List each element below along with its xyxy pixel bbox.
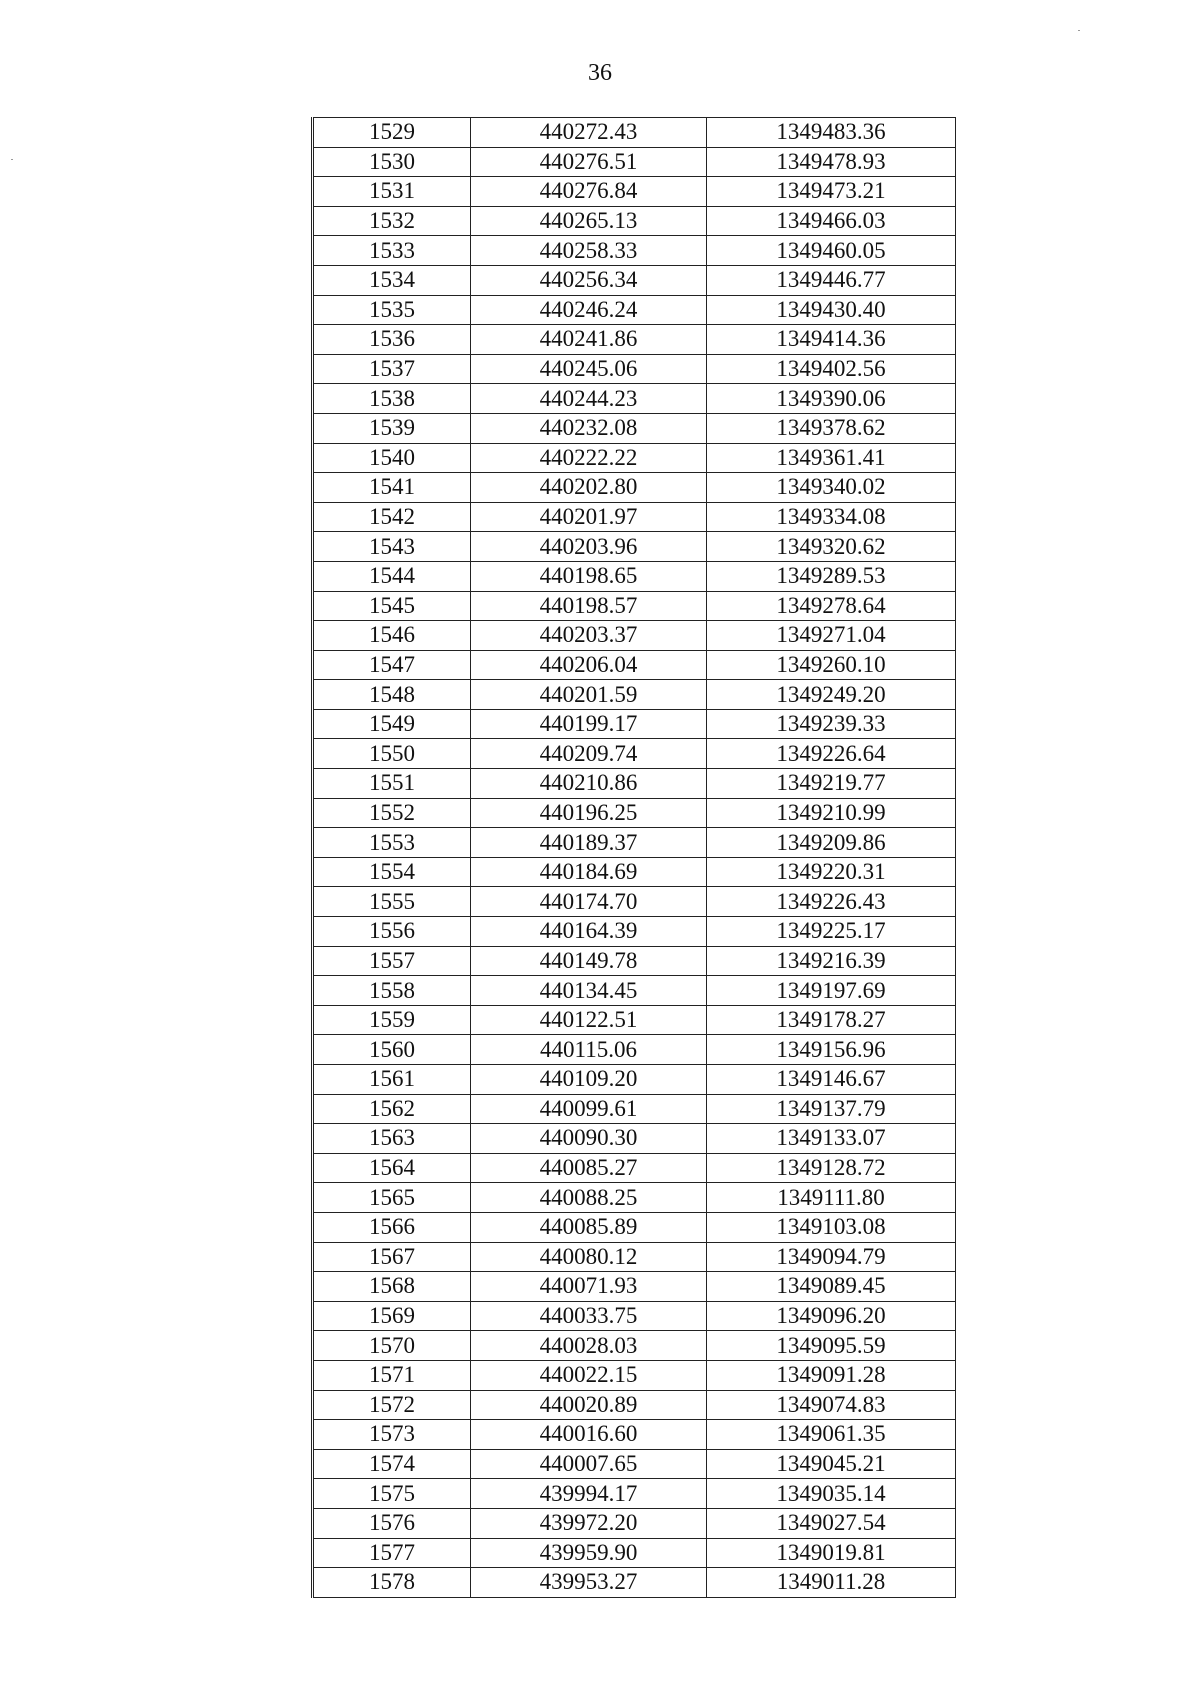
point-number-cell: 1571 (313, 1360, 471, 1390)
table-body (313, 118, 956, 1598)
point-number-cell: 1563 (313, 1124, 471, 1154)
point-number-cell: 1532 (313, 206, 471, 236)
point-number-cell: 1574 (313, 1449, 471, 1479)
y-coordinate-cell: 1349045.21 (707, 1449, 956, 1479)
point-number-cell: 1577 (313, 1538, 471, 1568)
y-coordinate-cell: 1349226.43 (707, 887, 956, 917)
point-number-cell: 1531 (313, 177, 471, 207)
x-coordinate-cell: 440222.22 (471, 443, 707, 473)
y-coordinate-cell: 1349111.80 (707, 1183, 956, 1213)
table-row (313, 1390, 956, 1420)
point-number-cell: 1566 (313, 1212, 471, 1242)
y-coordinate-cell: 1349446.77 (707, 265, 956, 295)
point-number-cell: 1542 (313, 502, 471, 532)
table-row (313, 1360, 956, 1390)
x-coordinate-cell: 440258.33 (471, 236, 707, 266)
y-coordinate-cell: 1349271.04 (707, 621, 956, 651)
x-coordinate-cell: 440028.03 (471, 1331, 707, 1361)
y-coordinate-cell: 1349133.07 (707, 1124, 956, 1154)
point-number-cell: 1569 (313, 1301, 471, 1331)
x-coordinate-cell: 440090.30 (471, 1124, 707, 1154)
table-row (313, 561, 956, 591)
y-coordinate-cell: 1349334.08 (707, 502, 956, 532)
x-coordinate-cell: 440174.70 (471, 887, 707, 917)
point-number-cell: 1576 (313, 1508, 471, 1538)
point-number-cell: 1567 (313, 1242, 471, 1272)
table-row (313, 739, 956, 769)
y-coordinate-cell: 1349146.67 (707, 1065, 956, 1095)
x-coordinate-cell: 440246.24 (471, 295, 707, 325)
point-number-cell: 1534 (313, 265, 471, 295)
table-row (313, 532, 956, 562)
table-row (313, 1242, 956, 1272)
table-row (313, 354, 956, 384)
table-row (313, 1272, 956, 1302)
y-coordinate-cell: 1349216.39 (707, 946, 956, 976)
point-number-cell: 1546 (313, 621, 471, 651)
y-coordinate-cell: 1349220.31 (707, 857, 956, 887)
x-coordinate-cell: 440022.15 (471, 1360, 707, 1390)
point-number-cell: 1533 (313, 236, 471, 266)
table-row (313, 591, 956, 621)
x-coordinate-cell: 440206.04 (471, 650, 707, 680)
y-coordinate-cell: 1349137.79 (707, 1094, 956, 1124)
x-coordinate-cell: 440201.59 (471, 680, 707, 710)
x-coordinate-cell: 439953.27 (471, 1568, 707, 1598)
x-coordinate-cell: 440080.12 (471, 1242, 707, 1272)
x-coordinate-cell: 440199.17 (471, 709, 707, 739)
table-row (313, 1301, 956, 1331)
point-number-cell: 1550 (313, 739, 471, 769)
x-coordinate-cell: 440276.84 (471, 177, 707, 207)
y-coordinate-cell: 1349011.28 (707, 1568, 956, 1598)
x-coordinate-cell: 440198.57 (471, 591, 707, 621)
point-number-cell: 1556 (313, 917, 471, 947)
y-coordinate-cell: 1349035.14 (707, 1479, 956, 1509)
x-coordinate-cell: 440244.23 (471, 384, 707, 414)
scan-speck (11, 159, 13, 160)
point-number-cell: 1575 (313, 1479, 471, 1509)
x-coordinate-cell: 440020.89 (471, 1390, 707, 1420)
x-coordinate-cell: 440256.34 (471, 265, 707, 295)
x-coordinate-cell: 440149.78 (471, 946, 707, 976)
point-number-cell: 1539 (313, 413, 471, 443)
point-number-cell: 1547 (313, 650, 471, 680)
point-number-cell: 1559 (313, 1005, 471, 1035)
point-number-cell: 1561 (313, 1065, 471, 1095)
x-coordinate-cell: 440109.20 (471, 1065, 707, 1095)
point-number-cell: 1570 (313, 1331, 471, 1361)
table-row (313, 1153, 956, 1183)
point-number-cell: 1536 (313, 325, 471, 355)
x-coordinate-cell: 440115.06 (471, 1035, 707, 1065)
page-number: 36 (588, 60, 612, 86)
table-row (313, 680, 956, 710)
x-coordinate-cell: 440276.51 (471, 147, 707, 177)
x-coordinate-cell: 440189.37 (471, 828, 707, 858)
x-coordinate-cell: 440122.51 (471, 1005, 707, 1035)
y-coordinate-cell: 1349096.20 (707, 1301, 956, 1331)
point-number-cell: 1549 (313, 709, 471, 739)
x-coordinate-cell: 440184.69 (471, 857, 707, 887)
x-coordinate-cell: 440016.60 (471, 1420, 707, 1450)
table-row (313, 502, 956, 532)
x-coordinate-cell: 440071.93 (471, 1272, 707, 1302)
y-coordinate-cell: 1349278.64 (707, 591, 956, 621)
table-row (313, 887, 956, 917)
y-coordinate-cell: 1349178.27 (707, 1005, 956, 1035)
x-coordinate-cell: 440209.74 (471, 739, 707, 769)
x-coordinate-cell: 440164.39 (471, 917, 707, 947)
y-coordinate-cell: 1349320.62 (707, 532, 956, 562)
table-row (313, 1212, 956, 1242)
y-coordinate-cell: 1349210.99 (707, 798, 956, 828)
table-row (313, 295, 956, 325)
y-coordinate-cell: 1349466.03 (707, 206, 956, 236)
point-number-cell: 1544 (313, 561, 471, 591)
y-coordinate-cell: 1349340.02 (707, 473, 956, 503)
x-coordinate-cell: 440245.06 (471, 354, 707, 384)
y-coordinate-cell: 1349225.17 (707, 917, 956, 947)
point-number-cell: 1560 (313, 1035, 471, 1065)
x-coordinate-cell: 440210.86 (471, 769, 707, 799)
table-row (313, 177, 956, 207)
x-coordinate-cell: 439959.90 (471, 1538, 707, 1568)
y-coordinate-cell: 1349094.79 (707, 1242, 956, 1272)
x-coordinate-cell: 440201.97 (471, 502, 707, 532)
y-coordinate-cell: 1349197.69 (707, 976, 956, 1006)
table-row (313, 769, 956, 799)
table-row (313, 1035, 956, 1065)
y-coordinate-cell: 1349219.77 (707, 769, 956, 799)
table-row (313, 1479, 956, 1509)
table-row (313, 650, 956, 680)
table-row (313, 1065, 956, 1095)
point-number-cell: 1565 (313, 1183, 471, 1213)
table-row (313, 1094, 956, 1124)
x-coordinate-cell: 440007.65 (471, 1449, 707, 1479)
x-coordinate-cell: 440241.86 (471, 325, 707, 355)
point-number-cell: 1541 (313, 473, 471, 503)
table-row (313, 857, 956, 887)
x-coordinate-cell: 440202.80 (471, 473, 707, 503)
y-coordinate-cell: 1349361.41 (707, 443, 956, 473)
point-number-cell: 1562 (313, 1094, 471, 1124)
x-coordinate-cell: 440085.89 (471, 1212, 707, 1242)
table-row (313, 709, 956, 739)
y-coordinate-cell: 1349095.59 (707, 1331, 956, 1361)
y-coordinate-cell: 1349478.93 (707, 147, 956, 177)
table-row (313, 443, 956, 473)
y-coordinate-cell: 1349156.96 (707, 1035, 956, 1065)
y-coordinate-cell: 1349019.81 (707, 1538, 956, 1568)
y-coordinate-cell: 1349074.83 (707, 1390, 956, 1420)
y-coordinate-cell: 1349260.10 (707, 650, 956, 680)
table-row (313, 1331, 956, 1361)
point-number-cell: 1568 (313, 1272, 471, 1302)
y-coordinate-cell: 1349249.20 (707, 680, 956, 710)
x-coordinate-cell: 440272.43 (471, 118, 707, 148)
table-row (313, 384, 956, 414)
x-coordinate-cell: 439994.17 (471, 1479, 707, 1509)
x-coordinate-cell: 440088.25 (471, 1183, 707, 1213)
y-coordinate-cell: 1349103.08 (707, 1212, 956, 1242)
table-row (313, 621, 956, 651)
table-row (313, 946, 956, 976)
x-coordinate-cell: 440265.13 (471, 206, 707, 236)
scan-speck (1078, 30, 1080, 31)
point-number-cell: 1551 (313, 769, 471, 799)
table-row (313, 976, 956, 1006)
table-row (313, 265, 956, 295)
y-coordinate-cell: 1349061.35 (707, 1420, 956, 1450)
table-row (313, 1508, 956, 1538)
x-coordinate-cell: 440203.96 (471, 532, 707, 562)
point-number-cell: 1529 (313, 118, 471, 148)
y-coordinate-cell: 1349091.28 (707, 1360, 956, 1390)
y-coordinate-cell: 1349128.72 (707, 1153, 956, 1183)
y-coordinate-cell: 1349027.54 (707, 1508, 956, 1538)
x-coordinate-cell: 440033.75 (471, 1301, 707, 1331)
point-number-cell: 1535 (313, 295, 471, 325)
x-coordinate-cell: 440134.45 (471, 976, 707, 1006)
y-coordinate-cell: 1349378.62 (707, 413, 956, 443)
table-row (313, 1420, 956, 1450)
table-row (313, 798, 956, 828)
y-coordinate-cell: 1349483.36 (707, 118, 956, 148)
point-number-cell: 1543 (313, 532, 471, 562)
x-coordinate-cell: 440203.37 (471, 621, 707, 651)
point-number-cell: 1545 (313, 591, 471, 621)
point-number-cell: 1538 (313, 384, 471, 414)
point-number-cell: 1555 (313, 887, 471, 917)
y-coordinate-cell: 1349473.21 (707, 177, 956, 207)
table-row (313, 1449, 956, 1479)
point-number-cell: 1553 (313, 828, 471, 858)
table-row (313, 1005, 956, 1035)
y-coordinate-cell: 1349402.56 (707, 354, 956, 384)
table-row (313, 828, 956, 858)
point-number-cell: 1564 (313, 1153, 471, 1183)
table-row (313, 1538, 956, 1568)
point-number-cell: 1548 (313, 680, 471, 710)
y-coordinate-cell: 1349430.40 (707, 295, 956, 325)
x-coordinate-cell: 440198.65 (471, 561, 707, 591)
y-coordinate-cell: 1349239.33 (707, 709, 956, 739)
y-coordinate-cell: 1349289.53 (707, 561, 956, 591)
x-coordinate-cell: 440099.61 (471, 1094, 707, 1124)
point-number-cell: 1573 (313, 1420, 471, 1450)
y-coordinate-cell: 1349209.86 (707, 828, 956, 858)
point-number-cell: 1552 (313, 798, 471, 828)
y-coordinate-cell: 1349460.05 (707, 236, 956, 266)
y-coordinate-cell: 1349226.64 (707, 739, 956, 769)
table-row (313, 325, 956, 355)
point-number-cell: 1530 (313, 147, 471, 177)
coordinates-table (311, 117, 956, 1598)
table-row (313, 1183, 956, 1213)
point-number-cell: 1558 (313, 976, 471, 1006)
y-coordinate-cell: 1349414.36 (707, 325, 956, 355)
table-row (313, 1568, 956, 1598)
table-row (313, 1124, 956, 1154)
x-coordinate-cell: 440085.27 (471, 1153, 707, 1183)
table-row (313, 147, 956, 177)
table-row (313, 118, 956, 148)
table-row (313, 206, 956, 236)
point-number-cell: 1540 (313, 443, 471, 473)
table-row (313, 413, 956, 443)
point-number-cell: 1557 (313, 946, 471, 976)
x-coordinate-cell: 440232.08 (471, 413, 707, 443)
point-number-cell: 1578 (313, 1568, 471, 1598)
point-number-cell: 1572 (313, 1390, 471, 1420)
y-coordinate-cell: 1349089.45 (707, 1272, 956, 1302)
y-coordinate-cell: 1349390.06 (707, 384, 956, 414)
x-coordinate-cell: 440196.25 (471, 798, 707, 828)
point-number-cell: 1554 (313, 857, 471, 887)
table-row (313, 917, 956, 947)
table-row (313, 236, 956, 266)
point-number-cell: 1537 (313, 354, 471, 384)
x-coordinate-cell: 439972.20 (471, 1508, 707, 1538)
table-row (313, 473, 956, 503)
